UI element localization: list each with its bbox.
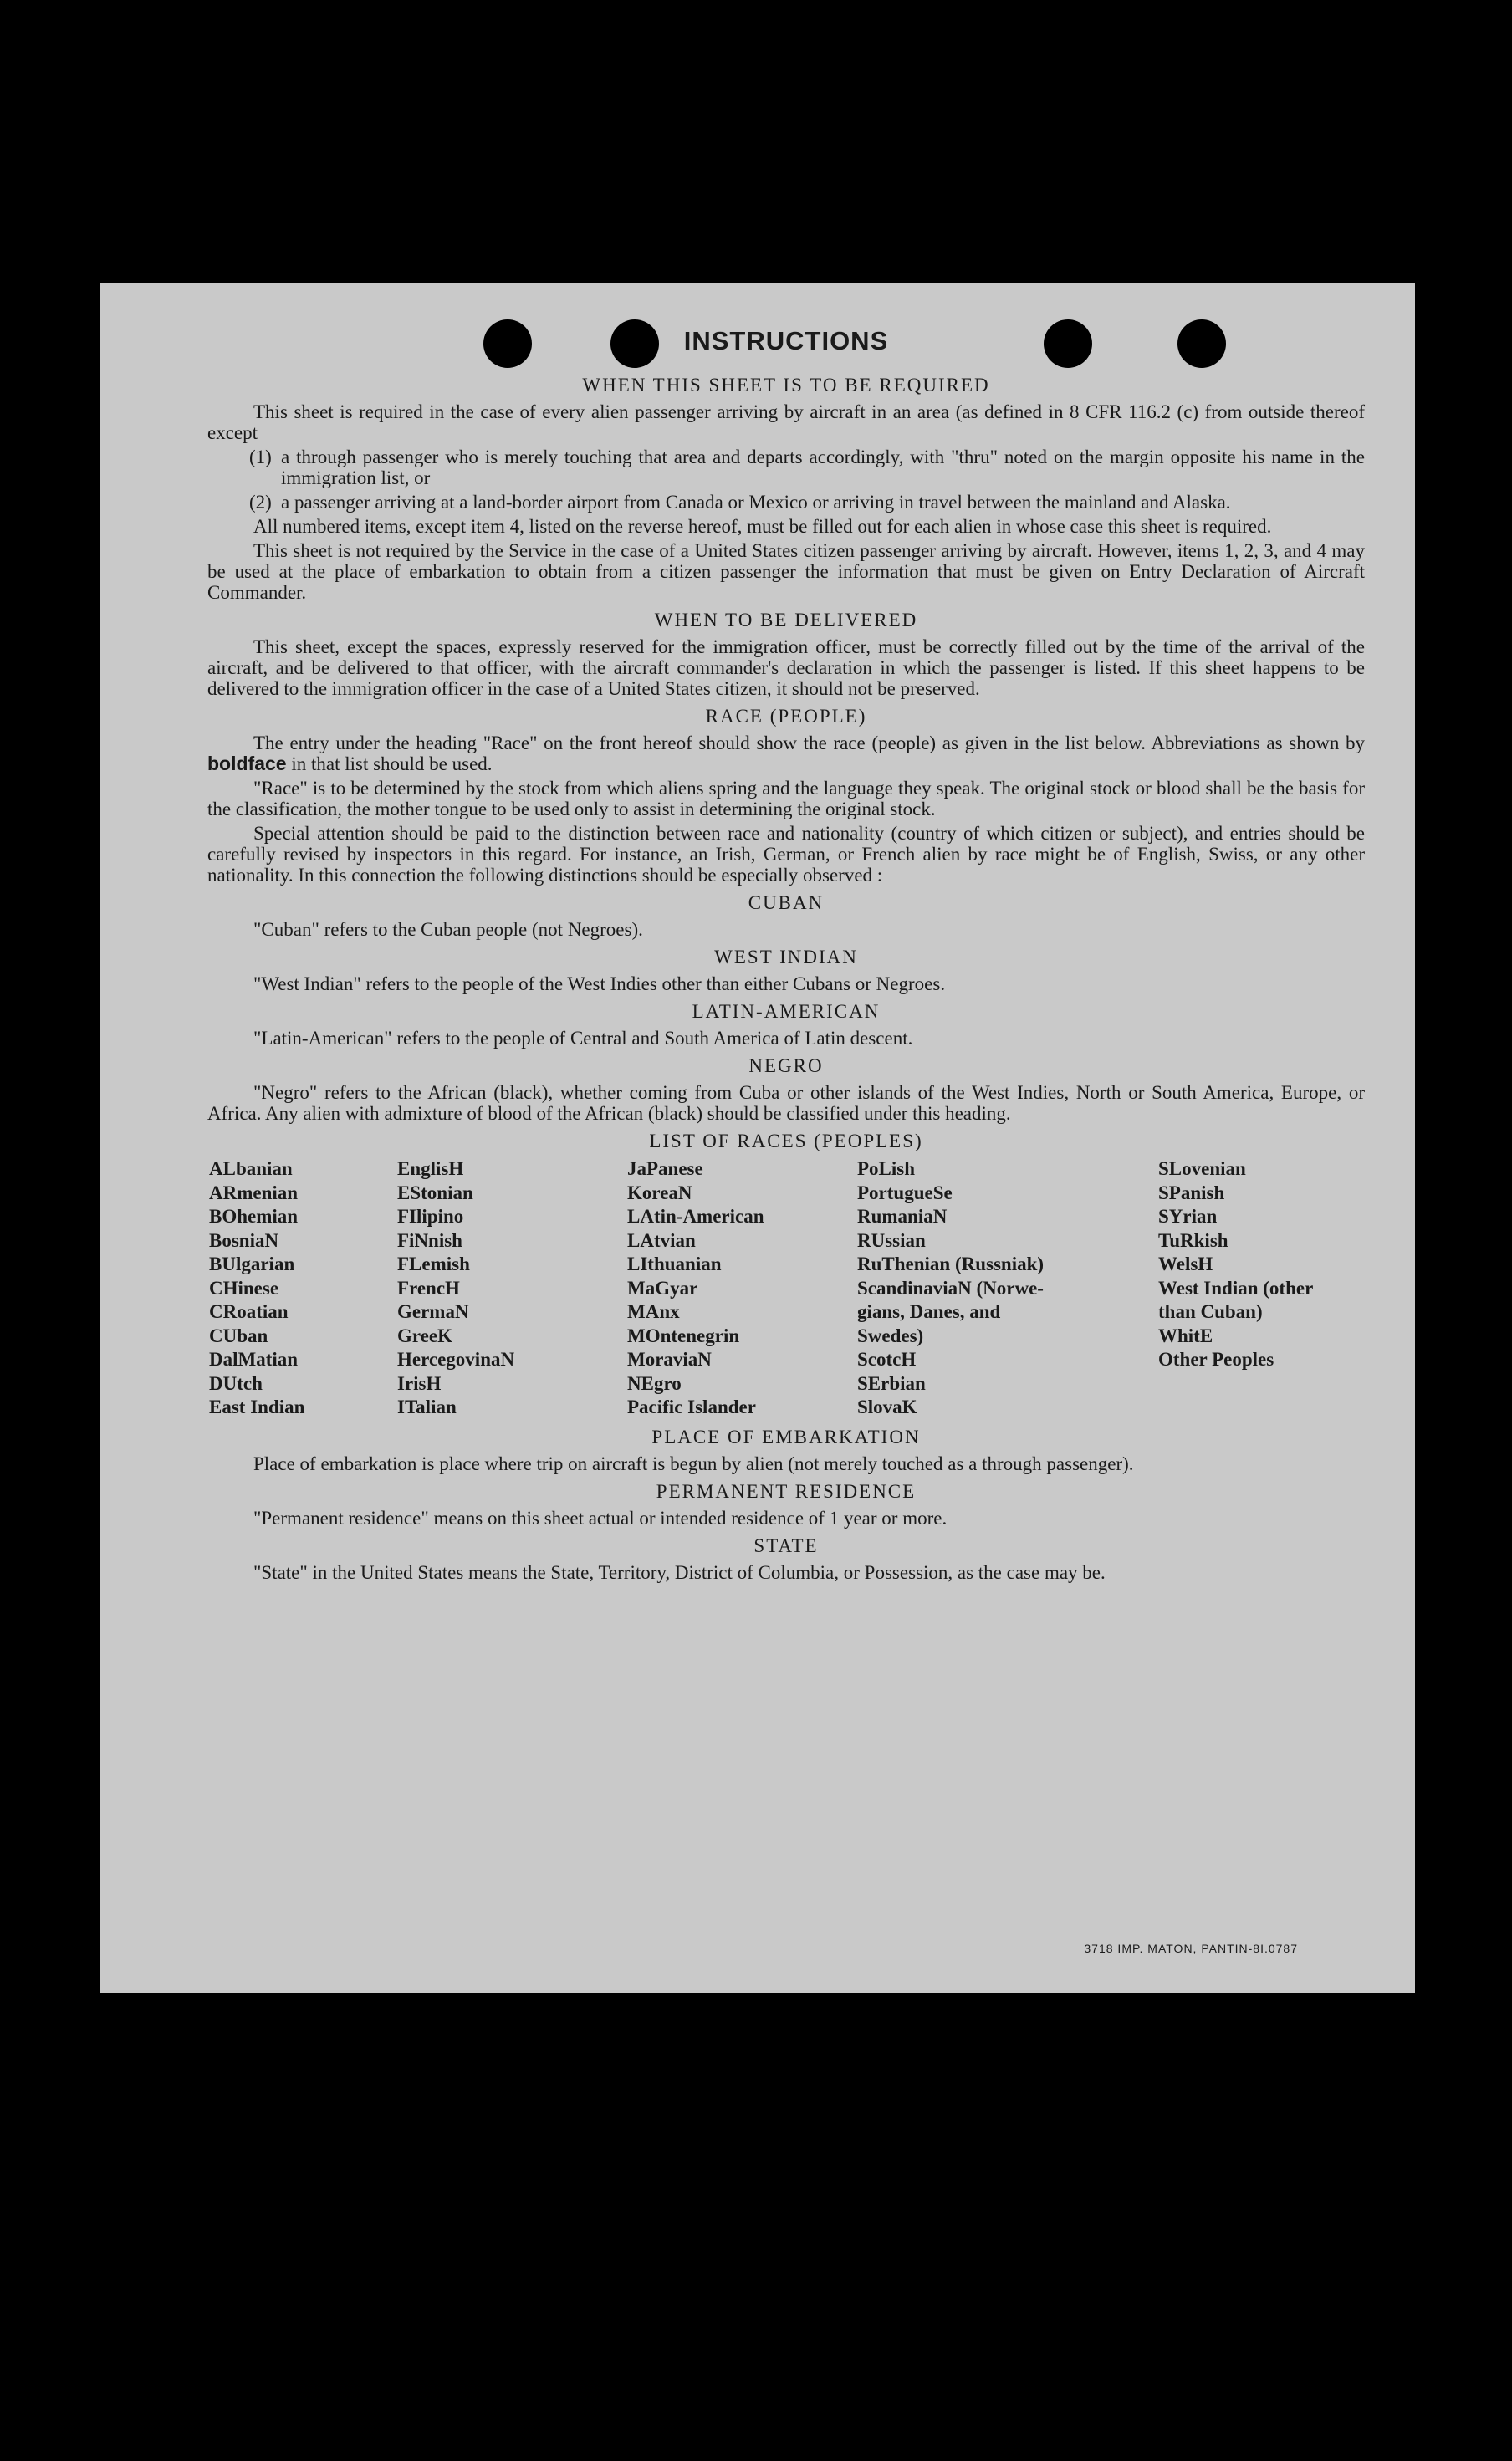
paragraph (207, 733, 1365, 774)
paragraph: "West Indian" refers to the people of the West Indies other than either Cubans or Negroes. (253, 973, 946, 994)
race-item: FiNnish (397, 1229, 462, 1251)
races-column (1158, 1157, 1359, 1420)
race-item: RuThenian (Russniak) (857, 1253, 1045, 1274)
race-item: GermaN (397, 1301, 469, 1322)
race-item: RumaniaN (857, 1206, 948, 1227)
race-item: NEgro (627, 1372, 682, 1394)
race-item: KoreaN (627, 1182, 692, 1203)
paragraph: Place of embarkation is place where trip on aircraft is begun by alien (not merely touched as a through passenger). (253, 1453, 1134, 1474)
race-item: East Indian (209, 1396, 305, 1417)
paragraph: This sheet, except the spaces, expressly reserved for the immigration officer, must be correctly filled out by the time of the arrival of the aircraft, and be delivered to that officer, with the aircraft commander's declaration in which the passenger is listed. If this sheet happens to be delivered to the immigration officer in the case of a United States citizen, it should not be preserved. (207, 636, 1365, 699)
heading-when-required: WHEN THIS SHEET IS TO BE REQUIRED (582, 375, 990, 396)
race-item: SLovenian (1158, 1158, 1246, 1179)
heading-latin-american: LATIN-AMERICAN (692, 1001, 881, 1022)
heading-negro: NEGRO (748, 1055, 824, 1076)
item-text: a passenger arriving at a land-border airport from Canada or Mexico or arriving in travel between the mainland and Alaska. (281, 492, 1231, 513)
race-item: Pacific Islander (627, 1396, 756, 1417)
races-column (209, 1157, 397, 1420)
races-column (857, 1157, 1158, 1420)
race-item: BOhemian (209, 1206, 299, 1227)
heading-state: STATE (753, 1534, 819, 1556)
race-item: WelsH (1158, 1253, 1213, 1274)
race-item: ARmenian (209, 1182, 299, 1203)
race-item: DUtch (209, 1372, 263, 1394)
race-item: FLemish (397, 1253, 470, 1274)
heading-west-indian: WEST INDIAN (714, 947, 858, 968)
race-item: ITalian (397, 1396, 457, 1417)
race-item: CHinese (209, 1277, 279, 1299)
race-item: West Indian (other than Cuban) (1158, 1277, 1314, 1322)
paragraph: "Permanent residence" means on this sheet actual or intended residence of 1 year or more. (253, 1507, 948, 1529)
heading-cuban: CUBAN (748, 892, 825, 913)
boldface-word: boldface (207, 753, 287, 774)
page-title: INSTRUCTIONS (683, 326, 889, 355)
punch-hole (610, 319, 659, 368)
race-item: PoLish (857, 1158, 916, 1179)
printer-mark: 3718 IMP. MATON, PANTIN-8I.0787 (1084, 1942, 1298, 1955)
races-column (627, 1157, 857, 1420)
list-item (207, 492, 1365, 513)
race-item: MOntenegrin (627, 1325, 740, 1346)
race-item: LIthuanian (627, 1253, 722, 1274)
race-item: ALbanian (209, 1158, 293, 1179)
race-item: GreeK (397, 1325, 452, 1346)
paragraph: This sheet is required in the case of every alien passenger arriving by aircraft in an area (as defined in 8 CFR 116.2 (c) from outside thereof except (207, 401, 1365, 443)
race-item: ScandinaviaN (Norwe- gians, Danes, and Swedes) (857, 1277, 1044, 1346)
race-item: MAnx (627, 1301, 680, 1322)
race-item: DalMatian (209, 1349, 299, 1370)
race-item: MaGyar (627, 1277, 698, 1299)
race-item: CRoatian (209, 1301, 289, 1322)
paragraph: "Race" is to be determined by the stock from which aliens spring and the language they speak. The original stock or blood shall be the basis for the classification, the mother tongue to be used only to assist in determining the original stock. (207, 778, 1365, 819)
race-item: SYrian (1158, 1206, 1218, 1227)
paragraph: "Negro" refers to the African (black), whether coming from Cuba or other islands of the West Indies, North or South America, Europe, or Africa. Any alien with admixture of blood of the African (black) should be classified under this heading. (207, 1082, 1365, 1124)
race-item: WhitE (1158, 1325, 1213, 1346)
race-item: EnglisH (397, 1158, 464, 1179)
paragraph: "Latin-American" refers to the people of Central and South America of Latin descent. (253, 1028, 913, 1049)
heading-race: RACE (PEOPLE) (705, 706, 867, 727)
race-item: FIlipino (397, 1206, 464, 1227)
race-item: MoraviaN (627, 1349, 712, 1370)
race-item: LAtvian (627, 1229, 696, 1251)
race-item: Other Peoples (1158, 1349, 1274, 1370)
paragraph: Special attention should be paid to the distinction between race and nationality (country of which citizen or subject), and entries should be carefully revised by inspectors in this regard. For instance, an Irish, German, or French alien by race might be of English, Swiss, or any other nationality. In this connection the following distinctions should be especially observed : (207, 823, 1365, 886)
text: in that list should be used. (291, 753, 493, 774)
punch-hole (483, 319, 532, 368)
race-item: SlovaK (857, 1396, 917, 1417)
paragraph: This sheet is not required by the Service in the case of a United States citizen passenger arriving by aircraft. However, items 1, 2, 3, and 4 may be used at the place of embarkation to obtain from a citizen passenger the information that must be given on Entry Declaration of Aircraft Commander. (207, 540, 1365, 603)
races-table (209, 1157, 1365, 1420)
race-item: RUssian (857, 1229, 926, 1251)
race-item: EStonian (397, 1182, 473, 1203)
item-text: a through passenger who is merely touching that area and departs accordingly, with "thru" noted on the margin opposite his name in the immigration list, or (281, 447, 1365, 488)
races-column (397, 1157, 627, 1420)
race-item: JaPanese (627, 1158, 703, 1179)
race-item: SErbian (857, 1372, 926, 1394)
race-item: SPanish (1158, 1182, 1225, 1203)
race-item: CUban (209, 1325, 268, 1346)
race-item: HercegovinaN (397, 1349, 515, 1370)
list-item (207, 447, 1365, 488)
instruction-sheet (100, 283, 1415, 1993)
punch-hole (1044, 319, 1092, 368)
paragraph: "State" in the United States means the State, Territory, District of Columbia, or Possession, as the case may be. (253, 1561, 1106, 1583)
race-item: ScotcH (857, 1349, 917, 1370)
heading-residence: PERMANENT RESIDENCE (656, 1480, 917, 1502)
paragraph: "Cuban" refers to the Cuban people (not Negroes). (253, 919, 643, 940)
paragraph: All numbered items, except item 4, listed on the reverse hereof, must be filled out for each alien in whose case this sheet is required. (253, 516, 1272, 537)
race-item: LAtin-American (627, 1206, 764, 1227)
heading-embarkation: PLACE OF EMBARKATION (651, 1426, 921, 1447)
punch-hole (1177, 319, 1226, 368)
race-item: IrisH (397, 1372, 442, 1394)
heading-when-delivered: WHEN TO BE DELIVERED (654, 610, 918, 631)
race-item: BosniaN (209, 1229, 279, 1251)
race-item: TuRkish (1158, 1229, 1228, 1251)
item-number: (1) (249, 447, 272, 467)
race-item: FrencH (397, 1277, 460, 1299)
heading-list-of-races: LIST OF RACES (PEOPLES) (649, 1131, 923, 1151)
race-item: PortugueSe (857, 1182, 953, 1203)
item-number: (2) (249, 492, 272, 513)
race-item: BUlgarian (209, 1253, 295, 1274)
text: The entry under the heading "Race" on the front hereof should show the race (people) as given in the list below. Abbreviations as shown by (253, 733, 1365, 753)
